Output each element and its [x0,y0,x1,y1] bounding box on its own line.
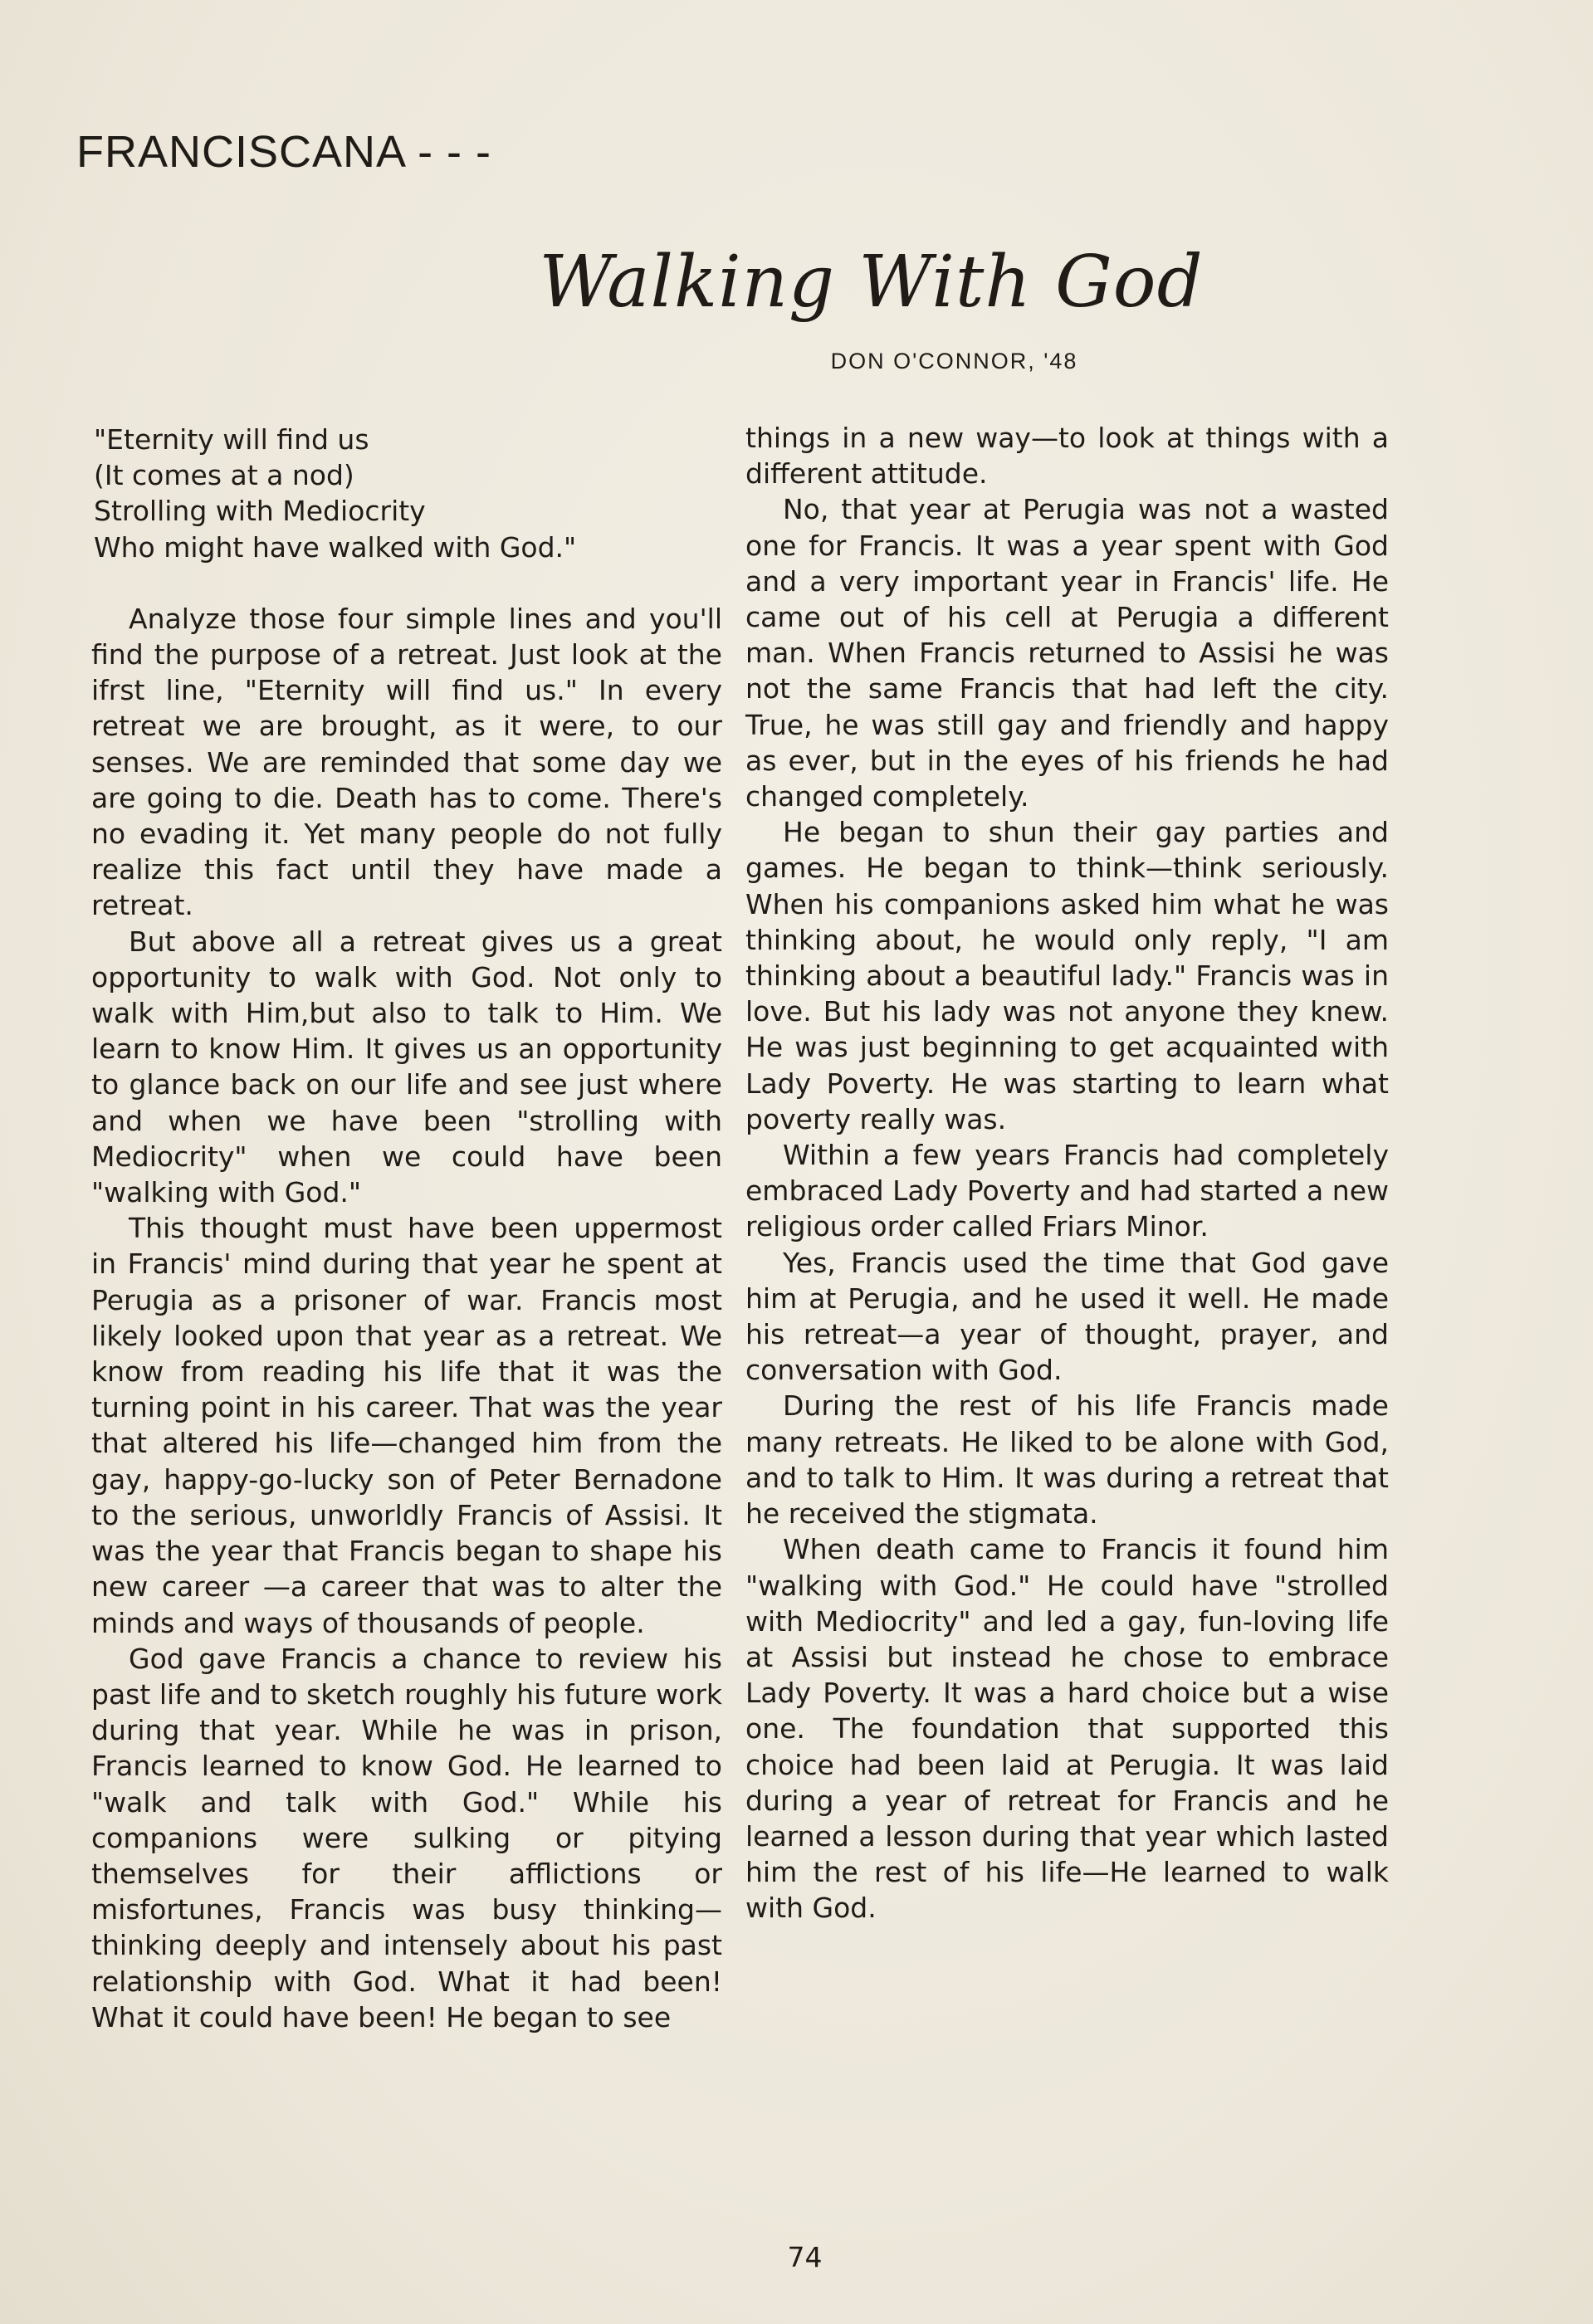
paragraph: No, that year at Perugia was not a wasted one for Francis. It was a year spent with God and a very important year in Francis' life. He came out of his cell at Perugia a different man. When Francis returned to Assisi he was not the same Francis that had left the city. True, he was still gay and friendly and happy as ever, but in the eyes of his friends he had changed completely. [745,493,1389,813]
paragraph: Within a few years Francis had completely embraced Lady Poverty and had started a new religious order called Friars Minor. [745,1139,1389,1243]
paragraph: When death came to Francis it found him "walking with God." He could have "strolled with Mediocrity" and led a gay, fun-loving life at Assisi but instead he chose to embrace Lady Poverty. It was a hard choice but a wise one. The foundation that supported this choice had been laid at Perugia. It was laid during a year of retreat for Francis and he learned a lesson during that year which lasted him the rest of his life—He learned to walk with God. [745,1533,1389,1925]
page-number: 74 [787,2241,823,2273]
paragraph: Yes, Francis used the time that God gave him at Perugia, and he used it well. He made his retreat—a year of thought, prayer, and conversation with God. [745,1246,1389,1387]
left-column [91,422,722,2035]
poem [94,422,722,565]
paragraph: But above all a retreat gives us a great opportunity to walk with God. Not only to walk with Him,but also to talk to Him. We learn to know Him. It gives us an opportunity to glance back on our life and see just where and when we have been "strolling with Mediocrity" when we could have been "walking with God." [91,925,722,1209]
paragraph: Analyze those four simple lines and you'll find the purpose of a retreat. Just look at the ifrst line, "Eternity will find us." In every retreat we are brought, as it were, to our senses. We are reminded that some day we are going to die. Death has to come. There's no evading it. Yet many people do not fully realize this fact until they have made a retreat. [91,602,722,922]
poem-line: Strolling with Mediocrity [94,495,426,528]
section-header: FRANCISCANA - - - [76,127,492,177]
paragraph: This thought must have been uppermost in Francis' mind during that year he spent at Perugia as a prisoner of war. Francis most likely looked upon that year as a retreat. We know from reading his life that it was the turning point in his career. That was the year that altered his life—changed him from the gay, happy-go-lucky son of Peter Bernadone to the serious, unworldly Francis of Assisi. It was the year that Francis began to shape his new career —a career that was to alter the minds and ways of thousands of people. [91,1212,722,1639]
paragraph: During the rest of his life Francis made many retreats. He liked to be alone with God, and to talk to Him. It was during a retreat that he received the stigmata. [745,1389,1389,1531]
paragraph: He began to shun their gay parties and games. He began to think—think seriously. When his companions asked him what he was thinking about, he would only reply, "I am thinking about a beautiful lady." Francis was in love. But his lady was not anyone they knew. He was just beginning to get acquainted with Lady Poverty. He was starting to learn what poverty really was. [745,816,1389,1135]
paragraph: God gave Francis a chance to review his past life and to sketch roughly his future work during that year. While he was in prison, Francis learned to know God. He learned to "walk and talk with God." While his companions were sulking or pitying themselves for their afflictions or misfortunes, Francis was busy thinking—thinking deeply and intensely about his past relationship with God. What it had been! What it could have been! He began to see [91,1642,722,2034]
paragraph: things in a new way—to look at things with a different attitude. [745,422,1389,491]
article-title: Walking With God [539,241,1204,324]
poem-line: Who might have walked with God." [94,530,577,564]
byline: DON O'CONNOR, '48 [830,349,1078,374]
poem-line: (It comes at a nod) [94,459,354,492]
right-column [745,420,1389,1926]
poem-line: "Eternity will find us [94,423,369,456]
